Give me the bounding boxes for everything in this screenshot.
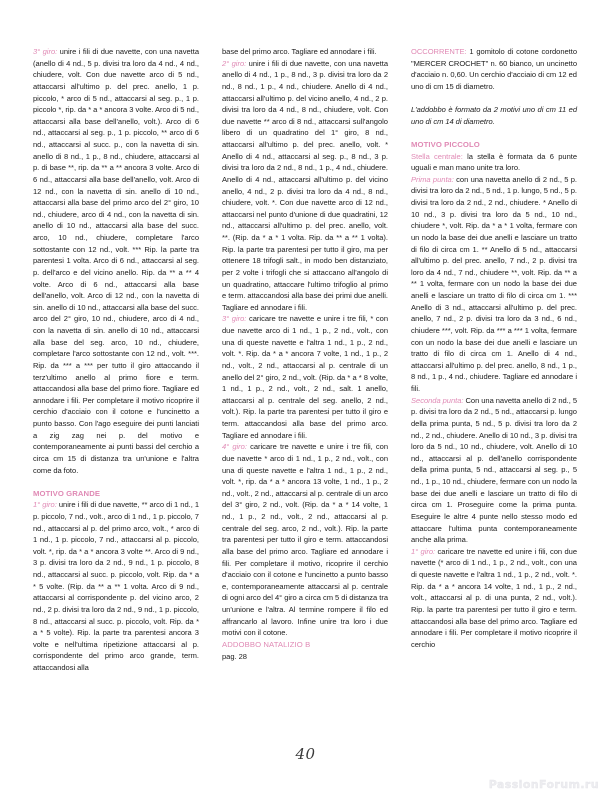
body-occorrente: 1 gomitolo di cotone cordonetto "MERCER CROCHET" n. 60 bianco, un uncinetto d'acciaio n. 0,60. Un cerchio d'acciaio di cm 12 ed uno di cm 15 di diametro.: [411, 47, 577, 91]
paragraph-prima-punta: [411, 174, 577, 395]
body-seconda-punta: Con una navetta anello di 2 nd., 5 p. divisi tra loro da 2 nd., 5 nd., attaccarsi p. lungo della prima punta, 5 nd., 5 p. divisi tra loro da 2 nd., 2 nd., chiudere. Anello di 10 nd., 3 p. divisi tra loro da 5 nd., 10 nd., chiudere, volt. Anello di 10 nd., attaccarsi al p. dell'anello corrispondente della prima punta, 5 nd., attaccarsi al seg. p., 5 nd., 1 p., 10 nd., chiudere, fermare con un nodo la base dei due anelli e lasciare un tratto di filo di circa cm 1. Proseguire come la prima punta. Eseguire le altre 4 punte nello stesso modo ed attaccare l'ultima punta contemporaneamente anche alla prima.: [411, 395, 577, 545]
paragraph-giro-4: [222, 441, 388, 639]
heading-addobbo-natalizio-b: ADDOBBO NATALIZIO B: [222, 639, 311, 649]
paragraph-giro-3: [33, 46, 199, 476]
label-giro-3: 3° giro:: [33, 47, 58, 56]
paragraph-continuation: base del primo arco. Tagliare ed annodare i fili.: [222, 47, 377, 56]
label-seconda-punta: Seconda punta:: [411, 395, 464, 405]
paragraph-spacer-3: [411, 127, 577, 139]
body-giro-4: caricare tre navette e unire i tre fili, con due navette * arco di 1 nd., 1 p., 2 nd., volt., con una di queste navette e l'altra 1 nd., 1 p., 2 nd., volt. *, rip. da * a * ancora 13 volte, 1 nd., 1 p., 2 nd., volt., 2 nd., attaccarsi al p. centrale di un arco del 3° giro, 2 nd., volt. (Rip. da * a * 14 volte, 1 nd., 1 p., 2 nd., volt., 2 nd., attaccarsi al p. centrale del seg. arco, 2 nd., volt.). Rip. la parte tra parentesi per tutto il giro e term. attaccandosi alla base del primo arco. Tagliare ed annodare i fili. Per completare il motivo, ricoprire il cerchio d'acciaio con il cotone e l'uncinetto a punto basso e, contemporaneamente attaccarsi al p. centrale di ogni arco del 4° giro a circa cm 5 di distanza tra un'unione e l'altra. Al termine rompere il filo ed affrancarlo al lavoro. Infine unire tra loro i due motivi con il cotone.: [222, 442, 388, 638]
page-number: 40: [295, 745, 316, 763]
label-stella-centrale: Stella centrale:: [411, 151, 463, 161]
label-giro-1-piccolo: 1° giro:: [411, 546, 436, 556]
body-stella-centrale: la stella è formata da 6 punte uguali e man mano unite tra loro.: [411, 151, 577, 173]
paragraph-giro-3-col2: [222, 313, 388, 441]
three-column-layout: [33, 46, 578, 736]
paragraph-stella-centrale: [411, 151, 577, 174]
paragraph-occorrente: [411, 46, 577, 93]
body-giro-3-col2: caricare tre navette e unire i tre fili, * con due navette arco di 1 nd., 1 p., 2 nd., volt., con una di queste navette e l'altra 1 nd., 1 p., 2 nd., volt. *. Rip. da * a * ancora 7 volte, 1 nd., 1 p., 2 nd., volt., 2 nd., attaccarsi al p. centrale di un anello del 2° giro, 2 nd., volt. (Rip. da * a * 8 volte, 1 nd., 1 p., 2 nd., volt., 2 nd., salt. 1 anello, attaccarsi al p. centrale del seg. anello, 2 nd., volt.). Rip. la parte tra parentesi per tutto il giro e term. attaccandosi alla base del primo arco. Tagliare ed annodare i fili.: [222, 314, 388, 440]
paragraph-giro-2: [222, 58, 388, 314]
text-column-1: [33, 46, 199, 736]
text-column-3: [411, 46, 577, 736]
paragraph-giro-1-piccolo: [411, 546, 577, 651]
label-giro-4: 4° giro:: [222, 442, 247, 452]
body-giro-1-grande: unire i fili di due navette, ** arco di 1 nd., 1 p. piccolo, 7 nd., volt., arco di 1 nd., 1 p. piccolo, 7 nd., attaccarsi al p. del primo arco, volt., * arco di 1 nd., 1 p. piccolo, 7 nd., attaccarsi al p. piccolo, volt. *, rip. da * a * ancora 3 volte **. Arco di 9 nd., 3 p. divisi tra loro da 2 nd., 9 nd., 1 p. piccolo, 8 nd., attaccarsi al succ. p. piccolo, volt. Rip. da * a * 5 volte. (Rip. da ** a ** 1 volta. Arco di 9 nd., attaccarsi al corrispondente p. del vicino arco, 2 nd., 2 p. divisi tra loro da 2 nd., 9 nd., 1 p. piccolo, 8 nd., attaccarsi al succ. p. piccolo, volt. Rip. da * a * 5 volte). Rip. la parte tra parentesi ancora 3 volte e nell'ultima ripetizione attaccarsi al p. corrispondente del primo arco grande, term. attaccandosi alla: [33, 500, 200, 673]
label-giro-3-col2: 3° giro:: [222, 314, 247, 324]
page-reference: pag. 28: [222, 651, 247, 661]
label-giro-2: 2° giro:: [222, 58, 247, 68]
paragraph-spacer-2: [411, 93, 577, 105]
text-column-2: [222, 46, 388, 736]
label-giro-1-grande: 1° giro:: [33, 500, 57, 510]
body-giro-1-piccolo: caricare tre navette ed unire i fili, con due navette (* arco di 1 nd., 1 p., 2 nd., volt., con una di queste navette e l'altra 1 nd., 1 p., 2 nd., volt. *. Rip. da * a * ancora 14 volte, 1 nd., 1 p., 2 nd., volt., attaccarsi al p. di una punta, 2 nd., volt.). Rip. la parte tra parentesi per tutto il giro e term. attaccandosi alla base del primo arco. Tagliare ed annodare i fili. Per completare il motivo ricoprire il cerchio: [411, 546, 578, 649]
paragraph-seconda-punta: [411, 395, 577, 546]
label-prima-punta: Prima punta:: [411, 174, 454, 184]
heading-motivo-piccolo: MOTIVO PICCOLO: [411, 139, 480, 149]
label-occorrente: OCCORRENTE:: [411, 47, 467, 56]
body-giro-3: unire i fili di due navette, con una navetta (anello di 4 nd., 5 p. divisi tra loro da 4 nd., 4 nd., chiudere, volt. Con due navette arco di 5 nd., attaccarsi all'ultimo p. del prec. anello, 1 p. piccolo, * arco di 5 nd., attaccarsi al seg. p., 1 p. piccolo *, rip. da * a * ancora 3 volte. Arco di 5 nd., attaccarsi alla base dell'anello, volt.). Arco di 6 nd., attaccarsi al seg. p., 1 p. piccolo, ** arco di 6 nd., attaccarsi al succ. p., con la navetta di sin. anello di 8 nd., 1 p., 8 nd., chiudere, attaccarsi al p. di base **, rip. da ** a ** ancora 3 volte. Arco di 6 nd., attaccarsi alla base dell'anello, volt. Arco di 12 nd., con la navetta di sin. anello di 10 nd., attaccarsi alla base del primo arco del 2° giro, 10 nd., chiudere, arco di 4 nd., con la navetta di sin. anello di 10 nd., attaccarsi alla base del succ. arco, 10 nd., chiudere, completare l'arco sottostante con 12 nd., volt. *** Rip. la parte tra parentesi 1 volta. Arco di 6 nd., attaccarsi al seg. p. dell'arco e del vicino anello. Rip. da ** a ** 4 volte. Arco di 6 nd., attaccarsi alla base dell'anello, volt. Arco di 12 nd., con la navetta di sin. anello di 10 nd., attaccarsi alla base del succ. arco del 2° giro, 10 nd., chiudere, arco di 4 nd., con la navetta di sin. anello di 10 nd., attaccarsi alla base del seg. arco, 10 nd., chiudere, completare l'arco sottostante con 12 nd., volt. ***. Rip. da *** a *** per tutto il giro attaccando il terz'ultimo anello al primo fiore e term. attaccandosi alla base del primo fiore. Tagliare ed annodare i fili. Per completare il motivo ricoprire il cerchio d'acciaio con il cotone e l'uncinetto a punto basso. Con l'ago eseguire dei punti lanciati a zig zag nei p. del motivo e contemporaneamente ai punti bassi del cerchio a circa cm 15 di distanza tra un'unione e l'altra come da foto.: [33, 47, 199, 475]
body-giro-2: unire i fili di due navette, con una navetta anello di 4 nd., 1 p., 8 nd., 3 p. divisi tra loro da 2 nd., 8 nd., 1 p., 4 nd., chiudere. Anello di 4 nd., attaccarsi all'ultimo p. del vicino anello, 4 nd., 2 p. divisi tra loro da 4 nd., 8 nd., chiudere, volt. Con due navette ** arco di 8 nd., attaccarsi sull'angolo libero di un quadratino del 1° giro, 8 nd., attaccarsi all'ultimo p. del prec. anello, volt. * Anello di 4 nd., attaccarsi al seg. p., 8 nd., 3 p. divisi tra loro da 2 nd., 8 nd., 1 p., 4 nd., chiudere. Anello di 4 nd., attaccarsi all'ultimo p. del vicino anello, 4 nd., 2 p. divisi tra loro da 4 nd., 8 nd., chiudere, volt. *. Con due navette arco di 12 nd., attaccarsi nel punto d'unione di due quadratini, 12 nd., attaccarsi all'ultimo p. del prec. anello, volt. **. (Rip. da * a * 1 volta. Rip. da ** a ** 1 volta). Rip. la parte tra parentesi per tutto il giro, ma per ottenere 18 trifogli salt., in modo ben distanziato, per 2 volte i trifogli che si attaccano all'angolo di un quadratino, attaccare l'ultimo trifoglio al primo e term. attaccandosi alla base dei primi due anelli. Tagliare ed annodare i fili.: [222, 58, 388, 312]
heading-motivo-grande: MOTIVO GRANDE: [33, 488, 101, 498]
watermark-passionforum: PassionForum.ru: [488, 778, 599, 791]
paragraph-giro-1-grande: [33, 499, 199, 673]
paragraph-addobbo-description: L'addobbo è formato da 2 motivi uno di cm 11 ed uno di cm 14 di diametro.: [411, 105, 577, 126]
body-prima-punta: con una navetta anello di 2 nd., 5 p. divisi tra loro da 2 nd., 5 nd., 1 p. lungo, 5 nd., 5 p. divisi tra loro da 2 nd., 2 nd., chiudere. * Anello di 10 nd., 3 p. divisi tra loro da 5 nd., 10 nd., chiudere *, volt. Rip. da * a * 1 volta, fermare con un nodo la base dei due anelli e lasciare un tratto di filo di circa cm 1. ** Anello di 5 nd., attaccarsi all'ultimo p. del prec. anello, 7 nd., 2 p. divisi tra loro da 4 nd., 7 nd., chiudere **, volt. Rip. da ** a ** 1 volta, fermare con un nodo la base dei due anelli e lasciare un tratto di filo di circa cm 1. *** Anello di 3 nd., attaccarsi all'ultimo p. del prec. anello, 7 nd., 2 p. divisi tra loro da 3 nd., 6 nd., chiudere ***, volt. Rip. da *** a *** 1 volta, fermare con un nodo la base dei due anelli e lasciare un tratto di filo di circa cm 1. Anello di 4 nd., attaccarsi all'ultimo p. del prec. anello, 8 nd., 1 p., 8 nd., 1 p., 4 nd., chiudere. Tagliare ed annodare i fili.: [411, 174, 577, 394]
paragraph-spacer: [33, 476, 199, 488]
